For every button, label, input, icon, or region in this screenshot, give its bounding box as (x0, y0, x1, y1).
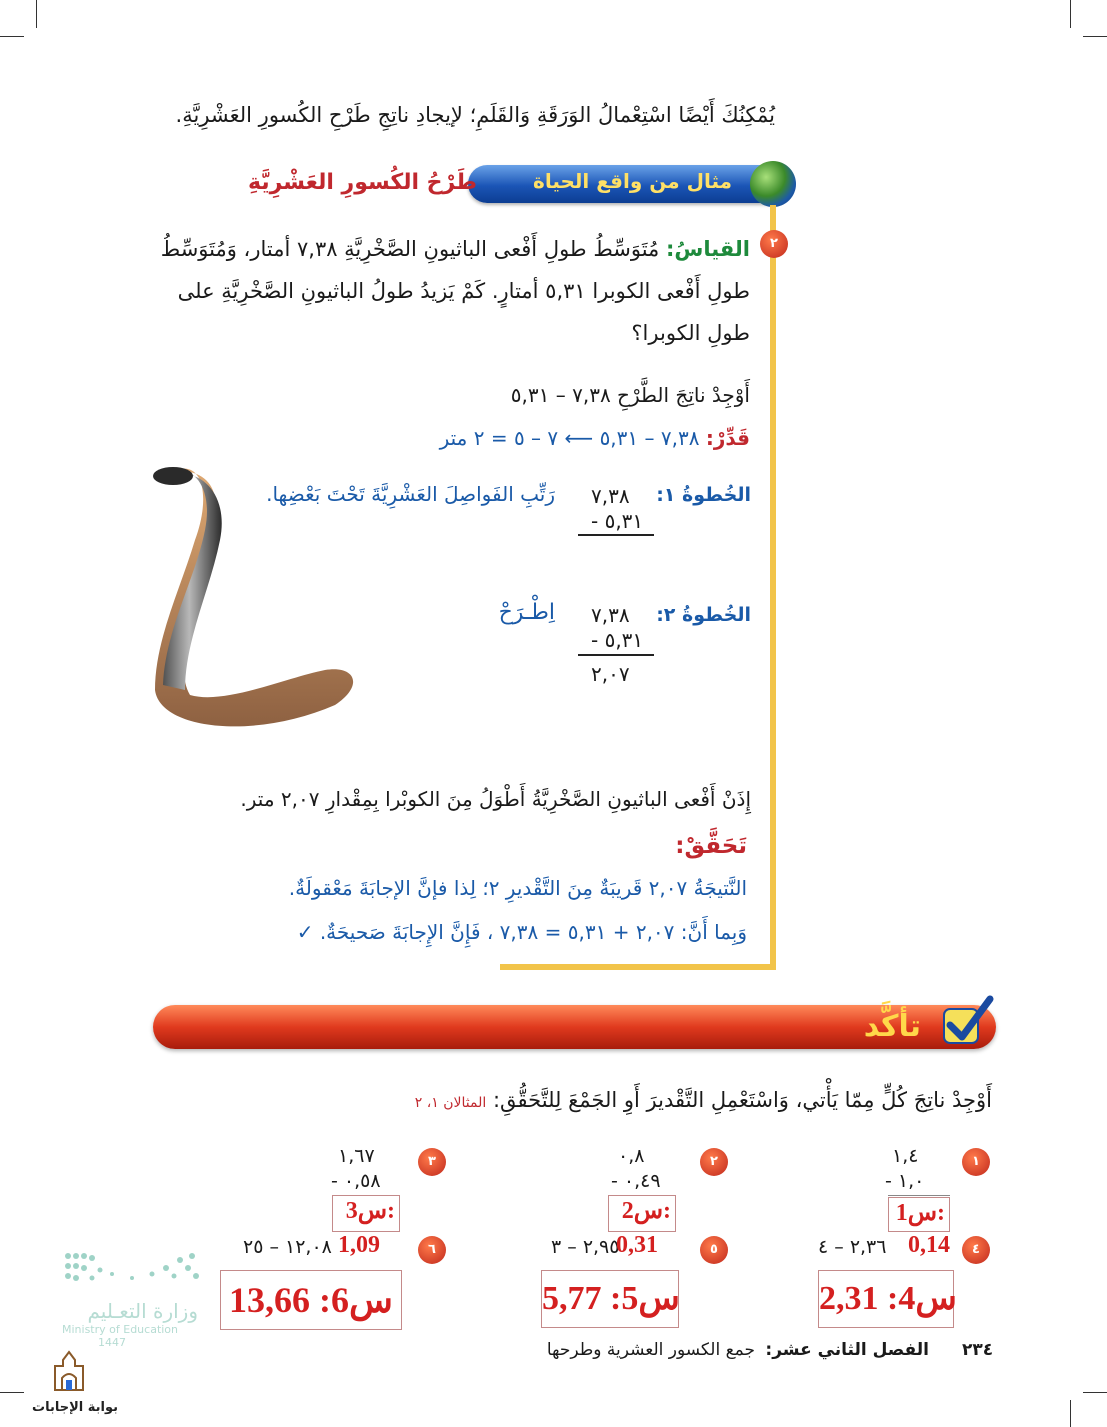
problem-statement (160, 228, 750, 354)
instructions-text: أَوْجِدْ ناتِجَ كُلٍّ مِمّا يَأْتي، وَاسْتَعْمِلِ التَّقْديرَ أَوِ الجَمْعَ لِلتَّحَقُّقِ: (492, 1088, 992, 1112)
step1-label: الخُطوةُ ١: (656, 484, 751, 506)
ministry-name-en: Ministry of Education (62, 1323, 179, 1336)
check-section-title: تأكَّد (863, 1009, 921, 1044)
intro-text: يُمْكِنُكَ أَيْضًا اسْتِعْمالُ الوَرَقَةِ وَالقَلَمِ؛ لإيجادِ ناتِجِ طَرْحِ الكُسورِ العَشْرِيَّةِ. (175, 103, 775, 127)
estimate-line (440, 426, 750, 450)
arrow-icon: ⟵ (564, 426, 594, 450)
exercise-badge-3: ٣ (418, 1148, 446, 1176)
crop-mark (0, 1392, 24, 1393)
step2-text: اِطْـرَحْ (498, 600, 555, 625)
step1-text: رَتِّبِ الفَواصِلَ العَشْرِيَّةَ تَحْتَ بَعْضِها. (266, 482, 555, 506)
exercise-5-overlay: 0,31 (616, 1232, 658, 1258)
exercise-2-answer: س2: (608, 1195, 676, 1232)
exercise-2-bottom: - ٠,٤٩ (611, 1170, 661, 1192)
exercise-3-top: ١,٦٧ (338, 1145, 375, 1167)
example-frame (770, 205, 776, 970)
exercise-badge-2: ٢ (700, 1148, 728, 1176)
exercise-1-top: ١,٤ (892, 1145, 919, 1167)
crop-mark (1083, 1392, 1107, 1393)
exercise-1-rule (888, 1195, 950, 1196)
ministry-dots-icon (62, 1250, 202, 1295)
example-frame-bottom (500, 964, 776, 970)
exercise-4-overlay: 0,14 (908, 1232, 950, 1258)
step2-top-number: ٧,٣٨ (591, 603, 630, 627)
page-number: ٢٣٤ (962, 1340, 994, 1360)
step2-bottom-number: - ٥,٣١ (591, 628, 644, 652)
step1-top-number: ٧,٣٨ (591, 484, 630, 508)
exercise-badge-4: ٤ (962, 1236, 990, 1264)
exercise-6-overlay: 1,09 (338, 1232, 380, 1258)
step1-bottom-number: - ٥,٣١ (591, 509, 644, 533)
check-section-bar (153, 1005, 996, 1049)
check-line-1: النَّتيجَةُ ٢,٠٧ قَريبَةٌ مِنَ التَّقْديرِ ٢؛ لِذا فإنَّ الإجابَةَ مَعْقولَةٌ. (288, 876, 747, 900)
lesson-title: طَرْحُ الكُسورِ العَشْرِيَّةِ (248, 170, 477, 195)
crop-mark (1070, 0, 1071, 28)
instructions-reference: المثالان ١، ٢ (414, 1095, 487, 1111)
crop-mark (0, 36, 24, 37)
problem-text: مُتَوَسِّطُ طولِ أَفْعى الباثيونِ الصَّخْرِيَّةِ ٧,٣٨ أمتار، وَمُتَوَسِّطُ طولِ أَفْعى الكوبرا ٥,٣١ أمتارٍ. كَمْ يَزيدُ طولُ الباثيونِ الصَّخْرِيَّةِ على طولِ الكوبرا؟ (160, 237, 750, 345)
step2-label: الخُطوةُ ٢: (656, 604, 751, 626)
ministry-year: 1447 (98, 1336, 126, 1349)
exercise-3-bottom: - ٠,٥٨ (331, 1170, 381, 1192)
exercise-6-expression: ١٢,٠٨ – ٢٥ (243, 1236, 332, 1258)
example-number-badge: ٢ (760, 230, 788, 258)
exercise-6-answer: س6: 13,66 (220, 1270, 402, 1330)
exercise-badge-5: ٥ (700, 1236, 728, 1264)
estimate-label: قَدِّرْ: (705, 426, 750, 450)
mosque-icon (48, 1350, 90, 1396)
step1-rule (578, 534, 654, 536)
crop-mark (1083, 36, 1107, 37)
find-line: أَوْجِدْ ناتِجَ الطَّرْحِ ٧,٣٨ – ٥,٣١ (510, 383, 750, 407)
estimate-expression: ٧,٣٨ – ٥,٣١ (599, 426, 700, 450)
exercise-3-answer: س3: (332, 1195, 400, 1232)
exercise-2-top: ٠,٨ (618, 1145, 645, 1167)
exercise-4-answer: س4: 2,31 (818, 1270, 954, 1328)
step2-rule (578, 654, 654, 656)
chapter-title: جمع الكسور العشرية وطرحها (546, 1340, 755, 1360)
estimate-result: ٧ – ٥ = ٢ متر (439, 426, 559, 450)
watermark-text: بوابة الإجابات (32, 1400, 118, 1415)
exercise-4-expression: ٢,٣٦ – ٤ (818, 1236, 887, 1258)
exercise-5-answer: س5: 5,77 (541, 1270, 679, 1328)
check-title: تَحَقَّقْ: (675, 833, 747, 859)
banner-title: مثال من واقع الحياة (533, 169, 732, 193)
exercise-5-expression: ٢,٩٥ – ٣ (551, 1236, 620, 1258)
exercise-badge-1: ١ (962, 1148, 990, 1176)
ministry-name-ar: وزارة التعـليم (87, 1299, 198, 1323)
check-line-2: وَبِما أَنَّ: ٢,٠٧ + ٥,٣١ = ٧,٣٨ ، فَإِنَّ الإِجابَةَ صَحيحَةٌ. ✓ (296, 920, 747, 944)
exercise-1-answer: س1: (888, 1197, 950, 1232)
example-banner (468, 165, 790, 203)
conclusion: إِذَنْ أَفْعى الباثيونِ الصَّخْرِيَّةُ أَطْوَلُ مِنَ الكوبْرا بِمِقْدارِ ٢,٠٧ متر. (240, 787, 751, 811)
step2-result: ٢,٠٧ (591, 662, 630, 686)
exercise-instructions (414, 1088, 992, 1112)
problem-label: القياسُ: (665, 237, 750, 261)
crop-mark (1070, 1400, 1071, 1427)
exercise-1-bottom: - ١,٠ (885, 1170, 925, 1192)
checkmark-icon (936, 991, 996, 1051)
crop-mark (36, 0, 37, 28)
chapter-label: الفصل الثاني عشر: (765, 1340, 929, 1360)
globe-icon (750, 161, 796, 207)
exercise-badge-6: ٦ (418, 1236, 446, 1264)
